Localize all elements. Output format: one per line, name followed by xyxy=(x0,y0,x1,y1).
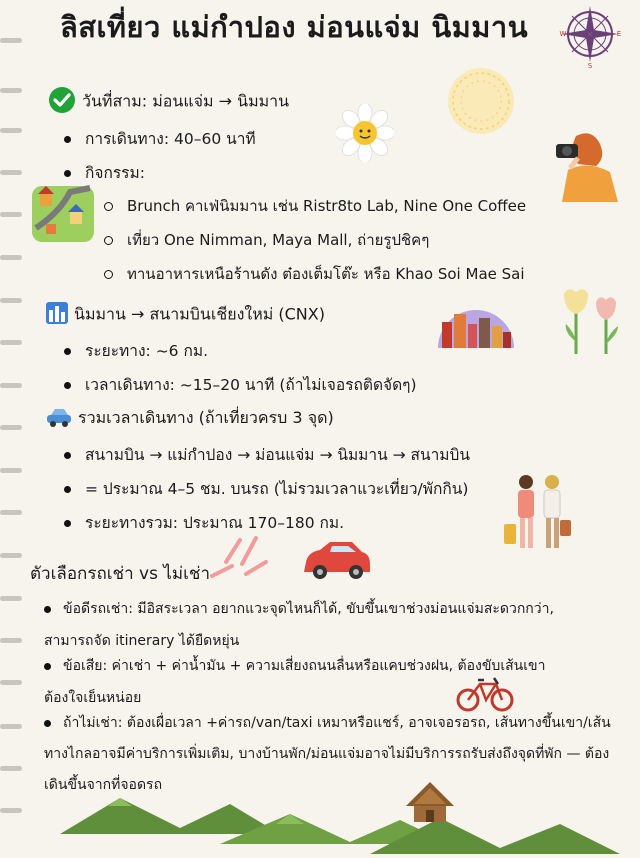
total-distance: ระยะทางรวม: ประมาณ 170–180 กม. xyxy=(64,510,344,535)
day3-activity-2: เที่ยว One Nimman, Maya Mall, ถ่ายรูปชิคๆ xyxy=(104,228,429,252)
total-time: = ประมาณ 4–5 ชม. บนรถ (ไม่รวมเวลาแวะเที่ยว/พักกิน) xyxy=(64,476,468,501)
photographer-illustration xyxy=(548,130,628,202)
day3-activities-label: กิจกรรม: xyxy=(64,160,145,185)
compass-icon xyxy=(558,2,622,70)
airport-heading xyxy=(46,302,325,328)
svg-text:S: S xyxy=(587,62,593,70)
rental-no-rent: ถ้าไม่เช่า: ต้องเผื่อเวลา +ค่ารถ/van/taxi เหมาหรือแชร์, อาจเจอรอรถ, เส้นทางขึ้นเขา/เส้นทางไกลอาจมีค่าบริการเพิ่มเติม, บางบ้านพัก/ม่อนแจ่มอาจไม่มีบริการรถรับส่งถึงจุดที่พัก — ต้องเดินขึ้นจากที่จอดรถ xyxy=(44,715,611,793)
rental-cons: ข้อเสีย: ค่าเช่า + ค่าน้ำมัน + ความเสี่ยงถนนลื่นหรือแคบช่วงฝน, ต้องขับเส้นเขา ต้องใจเย็นหน่อย xyxy=(44,658,546,706)
daisy-flower-illustration xyxy=(336,104,394,162)
green-check-icon xyxy=(48,86,76,118)
svg-text:E: E xyxy=(616,30,622,38)
bicycle-illustration xyxy=(456,672,514,712)
day3-heading-text: วันที่สาม: ม่อนแจ่ม → นิมมาน xyxy=(82,91,290,111)
page-title: ลิสเที่ยว แม่กำปอง ม่อนแจ่ม นิมมาน xyxy=(60,10,529,44)
sun-illustration xyxy=(440,60,522,142)
airport-distance: ระยะทาง: ~6 กม. xyxy=(64,338,208,363)
travelers-illustration xyxy=(500,470,576,554)
rental-pros: ข้อดีรถเช่า: มีอิสระเวลา อยากแวะจุดไหนก็ได้, ขับขึ้นเขาช่วงม่อนแจ่มสะดวกกว่า, สามารถจัด itinerary ได้ยืดหยุ่น xyxy=(44,601,554,649)
tulips-illustration xyxy=(556,284,626,356)
airport-time: เวลาเดินทาง: ~15–20 นาที (ถ้าไม่เจอรถติดจัดๆ) xyxy=(64,372,417,397)
village-map-illustration xyxy=(30,182,96,246)
pink-doodle-strokes xyxy=(206,532,270,582)
wooden-hut-illustration xyxy=(404,780,456,824)
airport-heading-text: นิมมาน → สนามบินเชียงใหม่ (CNX) xyxy=(74,304,325,324)
day3-activity-1: Brunch คาเฟ่นิมมาน เช่น Ristr8to Lab, Nine One Coffee xyxy=(104,194,526,218)
car-icon xyxy=(46,407,72,431)
day3-heading xyxy=(48,86,289,118)
total-heading xyxy=(46,406,334,431)
day3-travel: การเดินทาง: 40–60 นาที xyxy=(64,126,256,151)
day3-activity-3: ทานอาหารเหนือร้านดัง ต๋องเต็มโต๊ะ หรือ Khao Soi Mae Sai xyxy=(104,262,525,286)
city-skyline-illustration xyxy=(436,294,516,352)
rental-heading: ตัวเลือกรถเช่า vs ไม่เช่า xyxy=(30,564,211,584)
total-heading-text: รวมเวลาเดินทาง (ถ้าเที่ยวครบ 3 จุด) xyxy=(78,408,334,427)
red-car-illustration xyxy=(300,540,372,582)
svg-text:W: W xyxy=(559,30,567,38)
total-route: สนามบิน → แม่กำปอง → ม่อนแจ่ม → นิมมาน → สนามบิน xyxy=(64,442,470,467)
city-icon xyxy=(46,302,68,328)
notebook-binding xyxy=(0,0,24,854)
mountains-illustration xyxy=(60,784,640,854)
